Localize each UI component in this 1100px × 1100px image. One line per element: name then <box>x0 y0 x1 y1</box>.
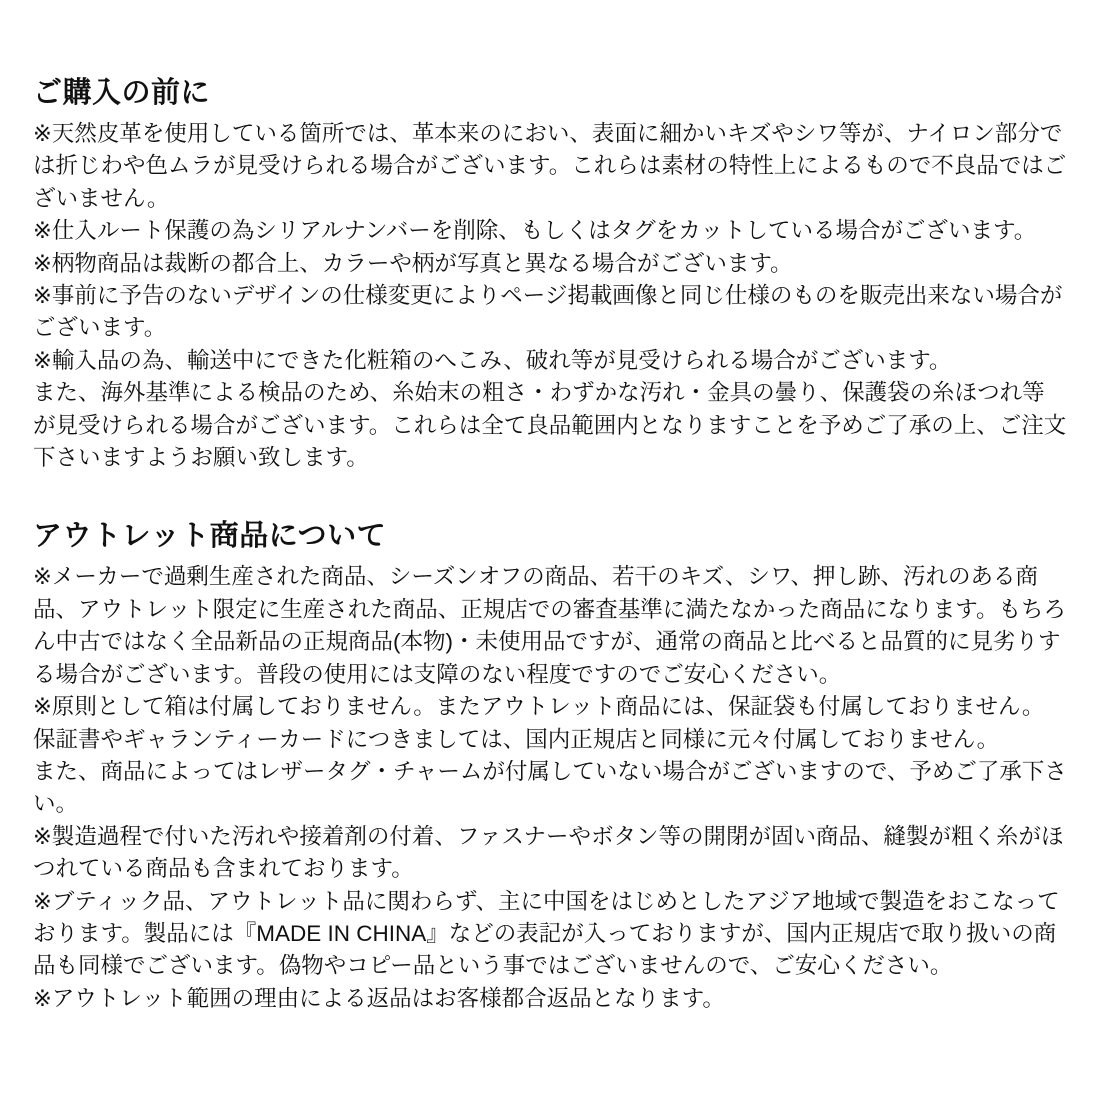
notice-paragraph: ※製造過程で付いた汚れや接着剤の付着、ファスナーやボタン等の開閉が固い商品、縫製が粗く糸がほつれている商品も含まれております。 <box>33 823 1064 882</box>
notice-paragraph: また、海外基準による検品のため、糸始末の粗さ・わずかな汚れ・金具の曇り、保護袋の糸ほつれ等が見受けられる場合がございます。これらは全て良品範囲内となりますことを予めご了承の上、ご注文下さいますようお願い致します。 <box>33 380 1067 471</box>
notice-paragraph: ※輸入品の為、輸送中にできた化粧箱のへこみ、破れ等が見受けられる場合がございます。 <box>33 347 952 373</box>
notice-paragraph: ※天然皮革を使用している箇所では、革本来のにおい、表面に細かいキズやシワ等が、ナイロン部分では折じわや色ムラが見受けられる場合がございます。これらは素材の特性上によるもので不良品ではございません。 <box>33 121 1067 211</box>
notice-paragraph: ※事前に予告のないデザインの仕様変更によりページ掲載画像と同じ仕様のものを販売出来ない場合がございます。 <box>33 283 1063 341</box>
notice-paragraph: ※原則として箱は付属しておりません。またアウトレット商品には、保証袋も付属しておりません。 <box>33 694 1045 720</box>
notice-paragraph: ※アウトレット範囲の理由による返品はお客様都合返品となります。 <box>33 985 725 1011</box>
section-title-before-purchase: ご購入の前に <box>33 77 211 109</box>
notice-paragraph: ※柄物商品は裁断の都合上、カラーや柄が写真と異なる場合がございます。 <box>33 250 793 276</box>
notice-paragraph: ※メーカーで過剰生産された商品、シーズンオフの商品、若干のキズ、シワ、押し跡、汚れのある商品、アウトレット限定に生産された商品、正規店での審査基準に満たなかった商品になります。もちろん中古ではなく全品新品の正規商品(本物)・未使用品ですが、通常の商品と比べると品質的に見劣りする場合がございます。普段の使用には支障のない程度ですのでご安心ください。 <box>33 564 1066 687</box>
notice-paragraph: ※ブティック品、アウトレット品に関わらず、主に中国をはじめとしたアジア地域で製造をおこなっております。製品には『MADE IN CHINA』などの表記が入っておりますが、国内正規店で取り扱いの商品も同様でございます。偽物やコピー品という事ではございませんので、ご安心ください。 <box>33 888 1060 979</box>
section-before-purchase <box>33 76 1067 474</box>
section-outlet-products <box>33 519 1067 1015</box>
section-title-outlet-products: アウトレット商品について <box>33 520 387 553</box>
notice-paragraph: ※仕入ルート保護の為シリアルナンバーを削除、もしくはタグをカットしている場合がございます。 <box>33 218 1037 244</box>
notice-paragraph: また、商品によってはレザータグ・チャームが付属していない場合がございますので、予めご了承下さい。 <box>33 758 1067 817</box>
notice-paragraph: 保証書やギャランティーカードにつきましては、国内正規店と同様に元々付属しておりません。 <box>33 726 1000 752</box>
